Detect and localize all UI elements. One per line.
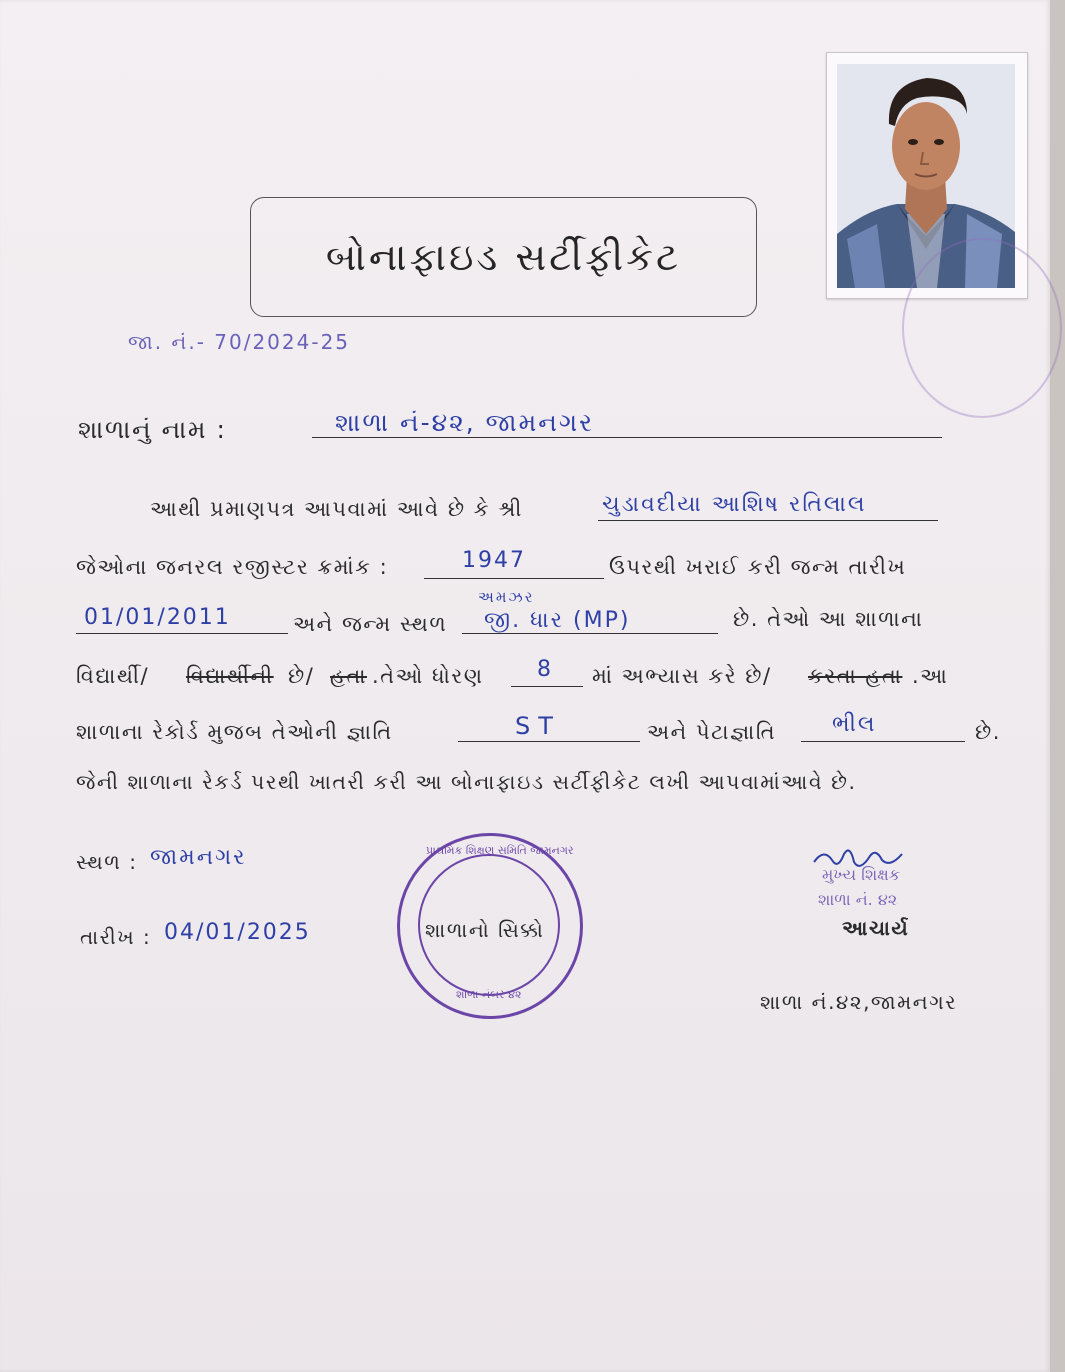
register-number: 1947 (462, 548, 526, 573)
line1-prefix: આથી પ્રમાણપત્ર આપવામાં આવે છે કે શ્રી (150, 497, 523, 521)
line5-prefix: શાળાના રેકોર્ડ મુજબ તેઓની જ્ઞાતિ (76, 720, 393, 744)
birth-date-line (76, 633, 288, 634)
place-value: જામનગર (150, 845, 247, 870)
birth-place: જી. ધાર (MP) (484, 608, 631, 633)
line5-mid: અને પેટાજ્ઞાતિ (647, 720, 776, 744)
paper-edge (1050, 0, 1065, 1372)
line2-suffix: ઉપરથી ખરાઈ કરી જન્મ તારીખ (609, 555, 907, 579)
school-name-label: શાળાનું નામ : (78, 415, 227, 444)
caste-line (458, 741, 640, 742)
line3-mid: અને જન્મ સ્થળ (293, 612, 448, 636)
birth-place-top: અમઝર (478, 588, 535, 606)
line5-end: છે. (975, 720, 1001, 744)
sub-caste: ભીલ (832, 712, 877, 737)
standard: 8 (537, 657, 553, 682)
date-value: 04/01/2025 (164, 920, 311, 945)
certificate-title: બોનાફાઇડ સર્ટીફીકેટ (250, 197, 757, 317)
seal-label: શાળાનો સિક્કો (425, 918, 545, 942)
line4-mid: .તેઓ ધોરણ (372, 664, 484, 688)
line6: જેની શાળાના રેકર્ડ પરથી ખાતરી કરી આ બોનાફાઇડ સર્ટીફીકેટ લખી આપવામાંઆવે છે. (76, 770, 857, 794)
standard-line (511, 686, 583, 687)
place-label: સ્થળ : (76, 850, 138, 874)
head-stamp-line2: શાળા નં. ૪૨ (818, 890, 898, 909)
birth-date: 01/01/2011 (84, 605, 231, 630)
school-footer: શાળા નં.૪૨,જામનગર (760, 990, 958, 1014)
register-no-line (424, 578, 604, 579)
school-name-value: શાળા નં-૪૨, જામનગર (335, 408, 595, 437)
line4-studied: કરતા હતા (808, 664, 903, 688)
line4-studies: માં અભ્યાસ કરે છે/ (592, 664, 772, 688)
line4-is: છે/ (288, 664, 315, 688)
caste: ST (515, 712, 561, 740)
line3-suffix: છે. તેઓ આ શાળાના (733, 607, 924, 631)
line4-was: હતા (330, 664, 367, 688)
date-label: તારીખ : (80, 925, 152, 949)
serial-number: જા. નં.- 70/2024-25 (128, 330, 351, 354)
birth-place-line (462, 633, 718, 634)
line4-end: .આ (912, 664, 949, 688)
seal-text-top: પ્રાથમિક શિક્ષણ સમિતિ જામનગર (426, 844, 574, 857)
student-f: વિદ્યાર્થીની (186, 664, 274, 688)
head-stamp-line1: મુખ્ય શિક્ષક (822, 865, 901, 884)
seal-text-bottom: શાળા નંબર ૪૨ (456, 988, 522, 1001)
line2-prefix: જેઓના જનરલ રજીસ્ટર ક્રમાંક : (76, 555, 389, 579)
sub-caste-line (801, 741, 965, 742)
photo-stamp (902, 238, 1062, 418)
student-name: ચુડાવદીયા આશિષ રતિલાલ (602, 492, 867, 517)
principal-label: આચાર્ય (842, 916, 910, 940)
student-name-line (598, 520, 938, 521)
student-m: વિદ્યાર્થી/ (76, 664, 150, 688)
